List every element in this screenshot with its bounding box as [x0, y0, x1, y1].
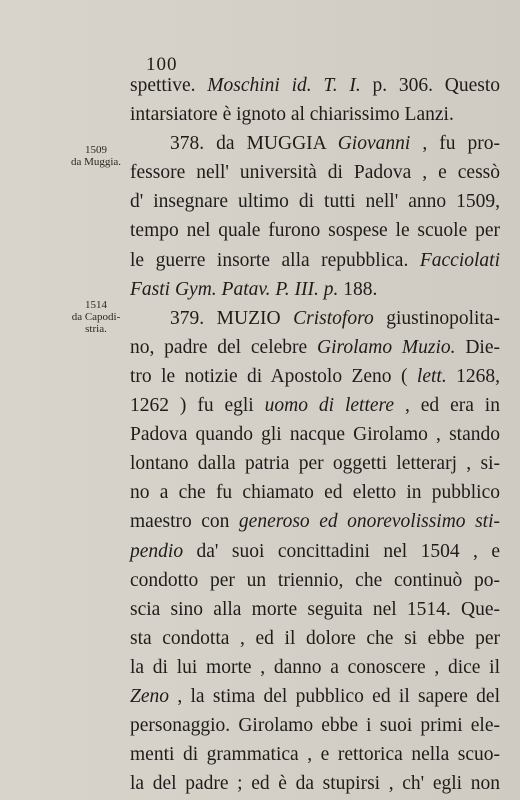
- text-span: no, padre del celebre: [130, 336, 317, 358]
- text-line: [130, 566, 500, 595]
- italic-text: generoso ed onorevolissimo sti-: [238, 511, 500, 533]
- italic-text: Cristoforo: [293, 307, 374, 329]
- text-line: [130, 187, 500, 216]
- text-line: [130, 711, 500, 740]
- italic-text: pendio: [130, 540, 184, 562]
- text-line: [130, 537, 500, 566]
- italic-text: Girolamo Muzio.: [316, 336, 456, 358]
- text-line: [130, 595, 500, 624]
- italic-text: Moschini id. T. I.: [207, 75, 361, 96]
- margin-note-place: da Capodi-: [71, 311, 121, 323]
- text-line: [130, 129, 500, 158]
- text-span: fessore nell' università di Padova , e cessò: [130, 162, 500, 184]
- margin-note-1514: [66, 299, 126, 335]
- text-line: [130, 275, 500, 304]
- text-span: 1262 ) fu egli: [130, 395, 265, 417]
- text-span: 188.: [338, 278, 378, 300]
- italic-text: uomo di lettere: [264, 395, 395, 417]
- text-line: [130, 653, 500, 682]
- text-line: [130, 246, 500, 275]
- text-span: la di lui morte , danno a conoscere , dice il: [130, 656, 500, 678]
- text-line: [130, 71, 500, 100]
- text-span: scia sino alla morte seguita nel 1514. Que-: [130, 598, 500, 620]
- text-span: tro le notizie di Apostolo Zeno (: [130, 365, 417, 387]
- text-line: [130, 158, 500, 187]
- text-line: [130, 216, 500, 245]
- text-span: sta condotta , ed il dolore che si ebbe per: [130, 627, 500, 649]
- text-line: [130, 391, 500, 420]
- margin-note-year: 1509: [85, 144, 107, 156]
- text-span: menti di grammatica , e rettorica nella scuo-: [130, 744, 500, 766]
- italic-text: lett.: [416, 365, 447, 387]
- italic-text: Fasti Gym. Patav. P. III. p.: [130, 278, 339, 300]
- text-span: no a che fu chiamato ed eletto in pubblico: [130, 482, 500, 504]
- text-span: maestro con: [130, 511, 239, 533]
- text-line: [130, 304, 500, 333]
- italic-text: Facciolati: [419, 249, 500, 271]
- text-span: spettive.: [130, 75, 208, 96]
- text-line: [130, 740, 500, 769]
- text-span: d' insegnare ultimo di tutti nell' anno 1509,: [130, 191, 500, 213]
- text-span: la del padre ; ed è da stupirsi , ch' egli non: [130, 773, 500, 795]
- text-span: intarsiatore è ignoto al chiarissimo Lanzi.: [130, 104, 454, 126]
- text-span: , ed era in: [394, 395, 500, 417]
- text-span: giustinopolita-: [373, 307, 500, 329]
- margin-note-1509: [66, 144, 126, 168]
- margin-note-place: stria.: [85, 323, 107, 335]
- text-span: lontano dalla patria per oggetti letterarj , si-: [130, 453, 500, 475]
- text-line: [130, 624, 500, 653]
- text-span: 379. MUZIO: [170, 307, 294, 329]
- text-line: [130, 769, 500, 798]
- text-span: 378. da MUGGIA: [170, 133, 338, 155]
- text-line: [130, 478, 500, 507]
- text-span: personaggio. Girolamo ebbe i suoi primi ele-: [130, 715, 500, 737]
- margin-note-year: 1514: [85, 299, 107, 311]
- text-span: Padova quando gli nacque Girolamo , stando: [130, 424, 500, 446]
- text-line: [130, 682, 500, 711]
- text-line: [130, 449, 500, 478]
- italic-text: Zeno: [130, 685, 169, 707]
- italic-text: Giovanni: [337, 133, 411, 155]
- text-span: le guerre insorte alla repubblica.: [130, 249, 420, 271]
- text-line: [130, 507, 500, 536]
- text-span: 1268,: [446, 365, 500, 387]
- text-line: [130, 362, 500, 391]
- text-span: , la stima del pubblico ed il sapere del: [169, 685, 500, 707]
- text-span: , fu pro-: [410, 133, 500, 155]
- text-span: condotto per un triennio, che continuò po-: [130, 569, 500, 591]
- text-span: da' suoi concittadini nel 1504 , e: [183, 540, 500, 562]
- text-span: Die-: [455, 336, 500, 358]
- text-span: p. 306. Questo: [360, 75, 501, 96]
- page-number: 100: [146, 54, 178, 75]
- text-line: [130, 420, 500, 449]
- text-line: [130, 333, 500, 362]
- text-span: tempo nel quale furono sospese le scuole per: [130, 220, 500, 242]
- body-text: [130, 71, 500, 798]
- margin-note-place: da Muggia.: [70, 156, 122, 168]
- text-line: [130, 100, 500, 129]
